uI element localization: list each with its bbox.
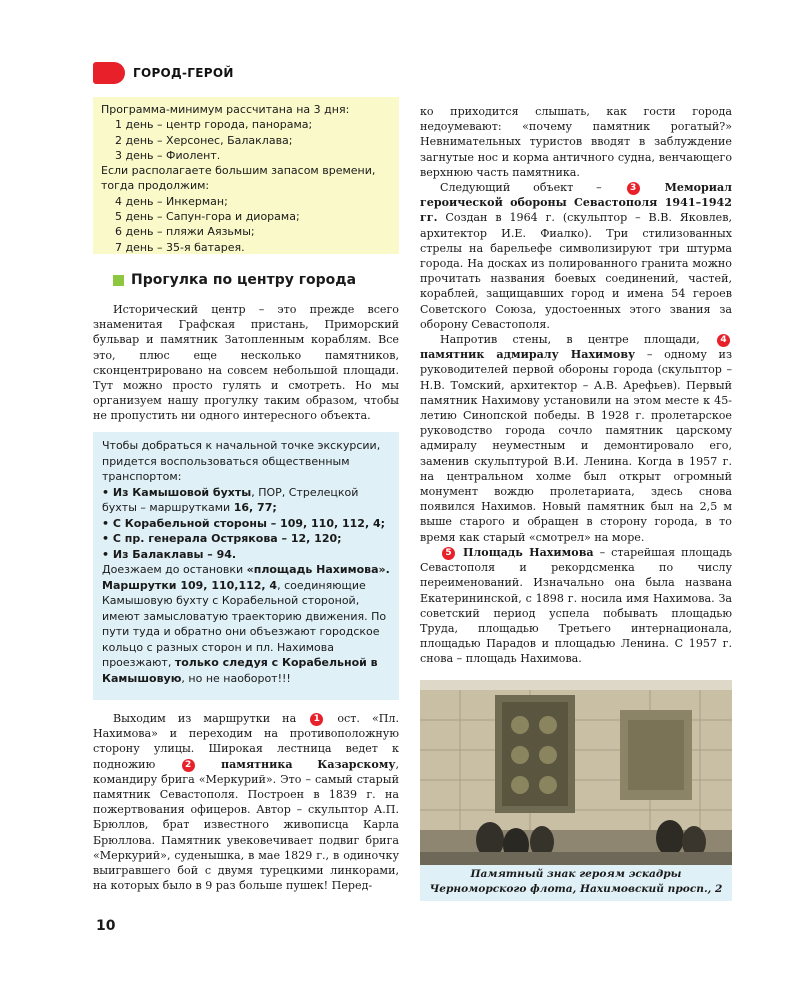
transport-route-2 (102, 516, 390, 532)
stop-note-rest: , соединяющие Камышовую бухту с Корабельной стороной, имеют замысловатую траекторию движения. По пути туда и обратно они объезжают городское кольцо с разных сторон и пл. Нахимова проезжают, (102, 578, 387, 669)
left-column-top (93, 302, 399, 424)
program-more: Если располагаете большим запасом времени, тогда продолжим: (101, 164, 376, 193)
section-heading (113, 272, 356, 288)
transport-intro: Чтобы добраться к начальной точке экскурсии, придется воспользоваться общественным транспортом: (102, 439, 381, 483)
chapter-header (93, 62, 234, 84)
program-day-1: 1 день – центр города, панорама; (115, 118, 313, 132)
page-number: 10 (96, 918, 116, 934)
route-4-text: • Из Балаклавы – 94. (102, 547, 237, 561)
square-text: – старейшая площадь Севастополя и рекордсменка по числу переименований. Изначально она была названа Екатерининской, с 1898 г. носила имя Нахимова. За советский период успела побывать площадью Труда, площадью Третьего интернационала, площадью Парадов и площадью Ленина. С 1957 г. снова – площадь Нахимова. (420, 545, 732, 666)
stop-note-start: Доезжаем до остановки (102, 563, 247, 576)
program-box (93, 97, 399, 254)
program-day-6: 6 день – пляжи Аязьмы; (115, 225, 255, 239)
kazarsky-bold: памятника Казарскому (221, 757, 396, 771)
nakhimov-text-b: – одному из руководителей первой обороны города (скульптор – Н.В. Томский, архитектор – А.В. Арефьев). Первый памятник Нахимову установили на этом месте к 45-летию Синопской победы. В 1928 г. пролетарское руководство города сочло памятник царскому адмиралу неуместным и демонтировало его, заменив скульптурой В.И. Ленина. Когда в 1957 г. на центральном холме был открыт огромный монумент вождю пролетариата, здесь снова появился Нахимов. Новый памятник был на 2,5 м выше старого и обращен в сторону города, в то время как старый «смотрел» на море. (420, 348, 732, 544)
marker-4: 4 (717, 334, 730, 347)
program-day-3: 3 день – Фиолент. (115, 148, 221, 162)
nakhimov-text-a: Напротив стены, в центре площади, (440, 333, 700, 347)
right-column (420, 104, 732, 667)
route-1-origin: • Из Камышовой бухты (102, 485, 252, 499)
marker-3: 3 (627, 182, 640, 195)
program-day-2: 2 день – Херсонес, Балаклава; (115, 133, 293, 147)
paragraph-nakhimov-square (420, 545, 732, 667)
left-column-bottom (93, 711, 399, 893)
memorial-photo (420, 680, 732, 865)
kazarsky-text-c: , командиру брига «Меркурий». Это – самый старый памятник Севастополя. Построен в 1839 г. на пожертвования офицеров. Автор – скульптор А.П. Брюллов, брат известного живописца Карла Брюллова. Памятник увековечивает подвиг брига «Меркурий», суденышка, в мае 1829 г., в одиночку выигравшего бой с двумя турецкими линкорами, на которых было в 9 раз больше пушек! Перед- (93, 757, 400, 893)
stop-note-bold-2: только следуя с Корабельной в Камышовую (102, 656, 378, 685)
route-2-text: • С Корабельной стороны – 109, 110, 112, 4; (102, 516, 386, 530)
paragraph-kazarsky (93, 711, 399, 893)
program-day-7: 7 день – 35-я батарея. (115, 240, 245, 254)
marker-5: 5 (442, 547, 455, 560)
transport-route-3 (102, 531, 390, 547)
stop-note-end: , но не наоборот!!! (181, 671, 291, 685)
kazarsky-text-b: ост. «Пл. Нахимова» и переходим на противоположную сторону улицы. Широкая лестница ведет к подножию (93, 712, 400, 771)
chapter-title: ГОРОД-ГЕРОЙ (133, 66, 234, 80)
route-1-text: , ПОР, Стрелецкой бухты – маршрутками (102, 485, 359, 514)
program-day-5: 5 день – Сапун-гора и диорама; (115, 210, 300, 224)
marker-2: 2 (182, 759, 195, 772)
section-square-icon (113, 275, 124, 286)
photo-caption: Памятный знак героям эскадры Черноморского флота, Нахимовский просп., 2 (420, 865, 732, 901)
marker-1: 1 (310, 713, 323, 726)
chapter-marker (93, 62, 125, 84)
section-title: Прогулка по центру города (131, 272, 357, 288)
nakhimov-bold: памятник адмиралу Нахимову (420, 348, 636, 362)
program-intro: Программа-минимум рассчитана на 3 дня: (101, 103, 350, 116)
paragraph-horned-monument: ко приходится слышать, как гости города недоумевают: «почему памятник рогатый?» Невнимательных туристов вводят в заблуждение загнутые нос и корма античного судна, венчающего верхнюю часть памятника. (420, 105, 732, 179)
memorial-text-b: Создан в 1964 г. (скульптор – В.В. Яковлев, архитектор И.Е. Фиалко). Три стилизованных стрелы на барельефе символизируют три штурма города. На досках из полированного гранита можно прочитать названия боевых соединений, частей, кораблей, защищавших город и имена 54 героев Советского Союза, удостоенных этого звания за оборону Севастополя. (420, 211, 732, 331)
transport-stop-note (102, 562, 390, 686)
route-1-numbers: 16, 77; (233, 501, 277, 514)
route-3-text: • С пр. генерала Острякова – 12, 120; (102, 532, 342, 545)
transport-route-1 (102, 485, 390, 516)
memorial-text-a: Следующий объект – (440, 181, 602, 195)
transport-route-4 (102, 547, 390, 563)
kazarsky-text-a: Выходим из маршрутки на (113, 712, 297, 725)
memorial-bold: Мемориал героической обороны Севастополя 1941–1942 гг. (420, 181, 732, 225)
paragraph-historic-center: Исторический центр – это прежде всего знаменитая Графская пристань, Приморский бульвар и памятник Затопленным кораблям. Все это, плюс еще несколько памятников, сконцентрировано на совсем небольшой площади. Тут можно просто гулять и смотреть. Но мы организуем нашу прогулку таким образом, чтобы не пропустить ни одного интересного объекта. (93, 303, 399, 423)
paragraph-memorial (420, 180, 732, 332)
transport-box (93, 432, 399, 700)
stop-note-bold: «площадь Нахимова». Маршрутки 109, 110,112, 4 (102, 563, 390, 592)
program-day-4: 4 день – Инкерман; (115, 194, 228, 208)
paragraph-nakhimov-monument (420, 332, 732, 545)
square-bold: Площадь Нахимова (463, 545, 594, 559)
